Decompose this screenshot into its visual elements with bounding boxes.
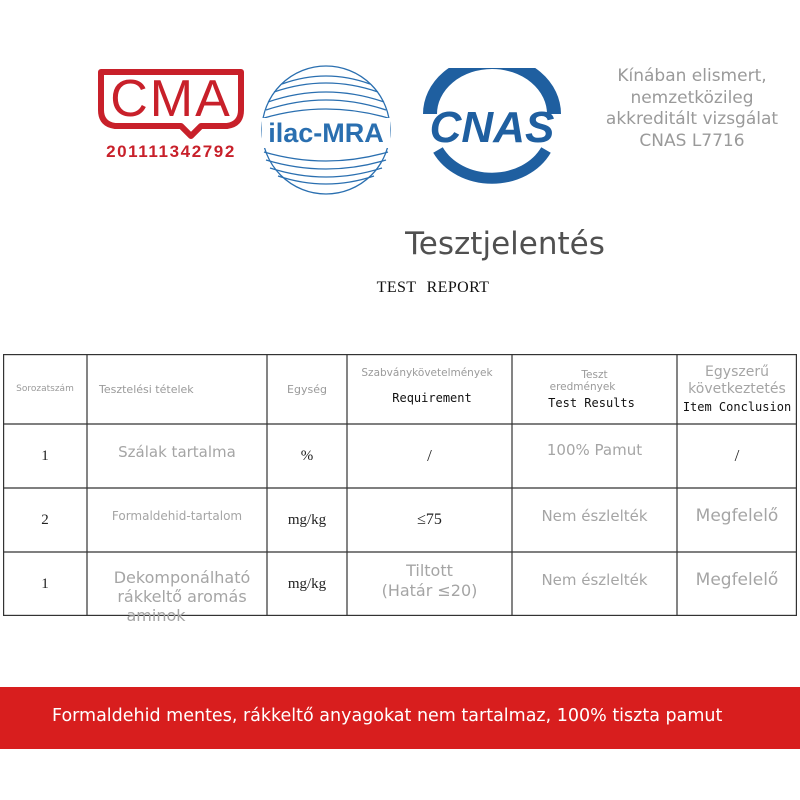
row-3-item — [87, 568, 277, 625]
header-results-hu-1: Teszt — [581, 368, 608, 381]
report-title: Tesztjelentés — [405, 226, 605, 262]
header-conclusion — [677, 354, 797, 424]
row-1-conclusion: / — [734, 446, 740, 465]
row-3-requirement — [347, 556, 512, 606]
header-requirement — [339, 354, 515, 424]
row-1-item: Szálak tartalma — [118, 443, 236, 461]
row-2-result: Nem észlelték — [541, 507, 648, 525]
row-3-unit: mg/kg — [287, 575, 327, 592]
header-conclusion-hu-1: Egyszerű — [705, 364, 769, 380]
row-3-result: Nem észlelték — [541, 571, 648, 589]
accreditation-line: nemzetközileg — [630, 87, 754, 108]
cma-logo-text: CMA — [110, 70, 232, 128]
header-items: Tesztelési tételek — [99, 382, 194, 396]
ilac-mra-logo — [258, 62, 394, 198]
row-2-conclusion: Megfelelő — [695, 506, 779, 526]
promo-banner-text: Formaldehid mentes, rákkeltő anyagokat nem tartalmaz, 100% tiszta pamut — [52, 706, 723, 726]
accreditation-line: CNAS L7716 — [639, 130, 745, 151]
row-3-serial: 1 — [41, 575, 49, 592]
cma-number: 201111342792 — [106, 142, 236, 161]
row-1-unit: % — [300, 447, 314, 464]
header-requirement-hu: Szabványkövetelmények — [361, 367, 493, 379]
test-report-table — [3, 354, 797, 625]
row-3-requirement-line: (Határ ≤20) — [381, 581, 478, 600]
row-2-requirement: ≤75 — [417, 511, 442, 528]
accreditation-line: Kínában elismert, — [617, 66, 767, 86]
header-serial: Sorozatszám — [16, 384, 74, 394]
row-3-item-line: rákkeltő aromás — [117, 587, 247, 606]
row-2-serial: 2 — [41, 511, 49, 528]
accreditation-note — [586, 66, 798, 152]
row-2-item: Formaldehid-tartalom — [111, 509, 243, 523]
cnas-logo — [408, 68, 576, 188]
header-results — [512, 354, 677, 424]
cnas-text: CNAS — [429, 103, 555, 152]
header-results-en: Test Results — [548, 395, 635, 410]
header-unit: Egység — [287, 382, 327, 396]
row-2-unit: mg/kg — [287, 511, 327, 528]
report-title-english: TEST REPORT — [376, 279, 490, 296]
header-results-hu-2: eredmények — [549, 380, 616, 393]
header-conclusion-hu-2: következtetés — [688, 381, 786, 397]
header-requirement-en: Requirement — [392, 391, 472, 405]
row-1-result: 100% Pamut — [546, 441, 643, 459]
row-1-serial: 1 — [41, 447, 49, 464]
row-1-requirement: / — [427, 446, 432, 465]
ilac-mra-text: ilac-MRA — [268, 118, 384, 148]
row-3-item-line: aminok — [126, 606, 186, 625]
accreditation-line: akkreditált vizsgálat — [605, 109, 779, 129]
row-3-item-line: Dekomponálható — [113, 568, 251, 587]
row-3-requirement-line: Tiltott — [406, 561, 453, 580]
row-3-conclusion: Megfelelő — [695, 570, 779, 590]
header-conclusion-en: Item Conclusion — [682, 400, 792, 414]
